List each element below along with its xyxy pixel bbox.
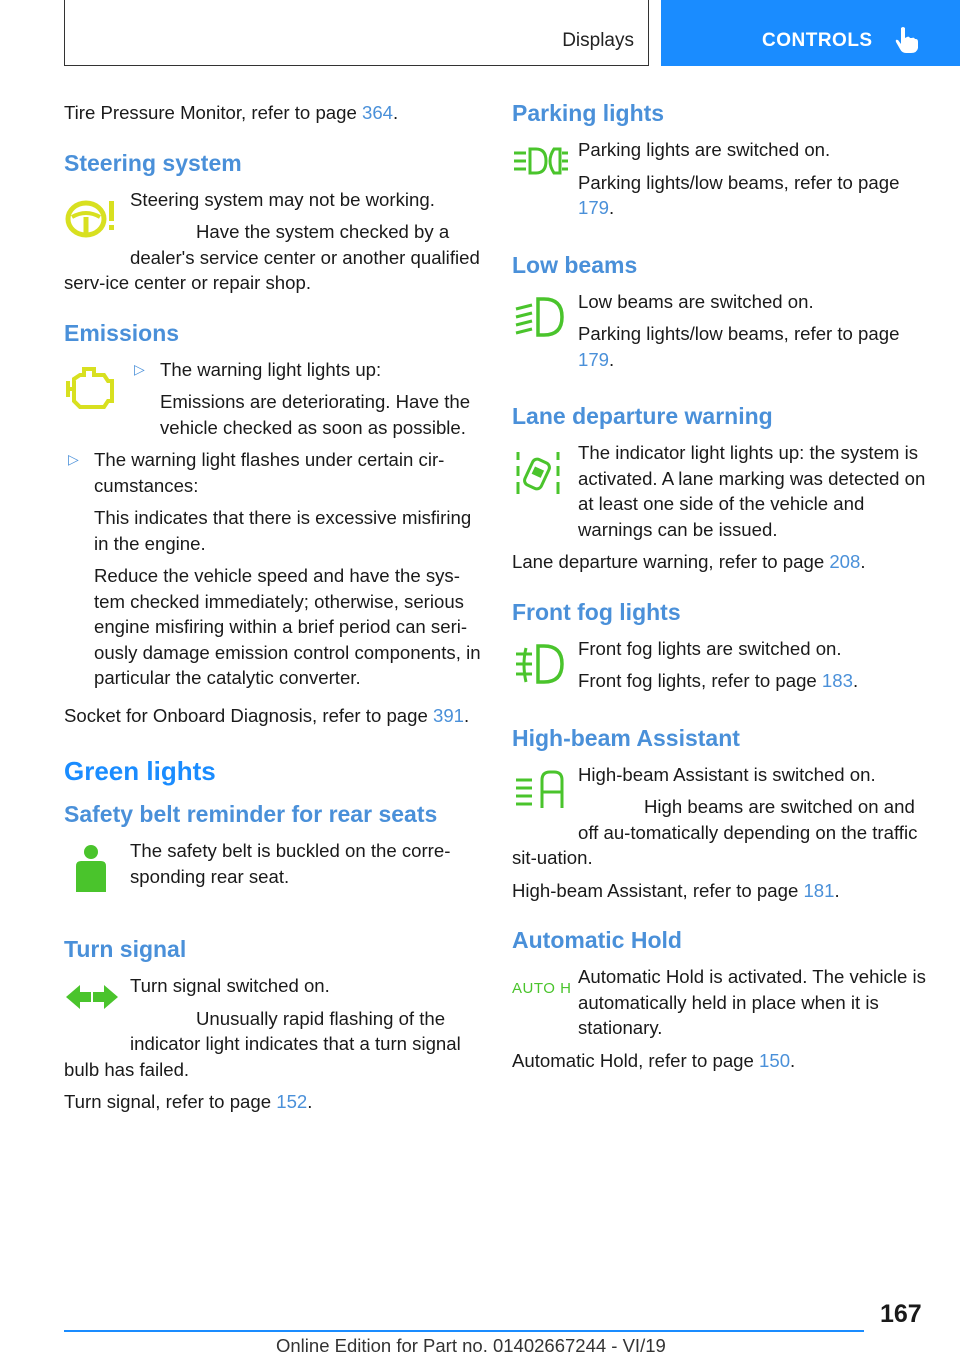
section-title: Low beams bbox=[512, 251, 638, 278]
automatic-hold-section: Automatic Hold AUTO H Automatic Hold is activated. The vehicle is automatically held in place when it is stationary. Automatic Hold, refer to page 150. bbox=[512, 927, 932, 1073]
tpm-reference: Tire Pressure Monitor, refer to page 364. bbox=[64, 102, 399, 123]
turn-text-2: Unusually rapid flashing of the indicator light indicates that a turn signal bulb has failed. bbox=[64, 1007, 461, 1080]
page-link[interactable]: 208 bbox=[829, 551, 861, 572]
list-item: ▷ The warning light flashes under certain cir-cumstances: This indicates that there is excessive misfiring in the engine. Reduce the vehicle speed and have the sys-tem checked immediately; otherwise, serious engine misfiring within a brief period can seri-ously damage emission control components, in particular the catalytic converter. bbox=[64, 447, 482, 691]
page-link[interactable]: 181 bbox=[803, 879, 835, 901]
right-column bbox=[512, 100, 932, 1080]
header-section-tab bbox=[64, 0, 649, 66]
steering-warning-icon bbox=[64, 191, 130, 251]
front-fog-section: Front fog lights Front fog lights are switched on. Front fog lights, refer to page 183. bbox=[512, 599, 932, 701]
section-title: High-beam Assistant bbox=[512, 724, 740, 751]
footer-edition: Online Edition for Part no. 01402667244 - VI/19 bbox=[276, 1335, 666, 1356]
page-link[interactable]: 152 bbox=[276, 1091, 308, 1112]
parking-lights-section: Parking lights Parking lights are switched on. Parking lights/low beams, refer to page 179. bbox=[512, 100, 932, 228]
pointing-hand-icon bbox=[895, 26, 919, 54]
engine-warning-icon bbox=[64, 361, 130, 421]
high-beam-assistant-icon bbox=[512, 766, 578, 826]
page-number: 167 bbox=[880, 1300, 922, 1328]
low-beam-icon bbox=[512, 293, 578, 353]
high-beam-assistant-section: High-beam Assistant High-beam Assistant is switched on. High beams are switched on and off au-tomatically depending on the traffic sit-uation. High-beam Assistant, refer to page 181. bbox=[512, 725, 932, 904]
steering-section bbox=[64, 150, 482, 296]
section-title: Steering system bbox=[64, 149, 242, 176]
emissions-section bbox=[64, 320, 482, 729]
section-title: Emissions bbox=[64, 319, 180, 346]
turn-signal-section bbox=[64, 936, 482, 1115]
lane-departure-icon bbox=[512, 444, 578, 504]
left-column bbox=[64, 100, 482, 1122]
chapter-title: Green lights bbox=[64, 756, 216, 786]
auto-hold-icon: AUTO H bbox=[512, 980, 572, 997]
page-link[interactable]: 183 bbox=[821, 670, 853, 691]
seatbelt-person-icon bbox=[64, 842, 130, 902]
header-section-label: Displays bbox=[562, 30, 634, 51]
page-link[interactable]: 179 bbox=[578, 197, 610, 218]
section-title: Safety belt reminder for rear seats bbox=[64, 801, 438, 827]
page-link[interactable]: 179 bbox=[578, 348, 610, 370]
footer-divider bbox=[64, 1330, 864, 1332]
section-title: Automatic Hold bbox=[512, 927, 682, 953]
section-title: Turn signal bbox=[64, 936, 187, 962]
page-link[interactable]: 150 bbox=[759, 1049, 791, 1071]
turn-text-1: Turn signal switched on. bbox=[130, 975, 330, 996]
header-chapter-label: CONTROLS bbox=[762, 30, 873, 51]
section-title: Front fog lights bbox=[512, 598, 681, 625]
belt-text: The safety belt is buckled on the corre-sponding rear seat. bbox=[130, 840, 451, 887]
steering-text-1: Steering system may not be working. bbox=[130, 188, 435, 210]
section-title: Parking lights bbox=[512, 100, 665, 126]
turn-signal-arrows-icon bbox=[64, 977, 130, 1037]
lane-departure-section: Lane departure warning The indicator light lights up: the system is activated. A lane marking was detected on at least one side of the vehicle and warnings can be issued. Lane departure warning, refer to page 208. bbox=[512, 403, 932, 575]
obd-reference: Socket for Onboard Diagnosis, refer to page 391. bbox=[64, 704, 470, 726]
page-link[interactable]: 391 bbox=[432, 704, 465, 726]
turn-reference: Turn signal, refer to page 152. bbox=[64, 1091, 313, 1112]
low-beams-section: Low beams Low beams are switched on. Parking lights/low beams, refer to page 179. bbox=[512, 252, 932, 380]
header-chapter-tab[interactable] bbox=[661, 0, 960, 66]
parking-lights-icon bbox=[512, 141, 578, 201]
front-fog-icon bbox=[512, 640, 578, 700]
page-link[interactable]: 364 bbox=[361, 102, 394, 123]
green-lights-section bbox=[64, 756, 482, 902]
list-item: ▷ The warning light lights up: Emissions are deteriorating. Have the vehicle checked as soon as possible. bbox=[130, 357, 482, 441]
section-title: Lane departure warning bbox=[512, 403, 773, 429]
steering-text-2: Have the system checked by a dealer's service center or another qualified serv-ice center or repair shop. bbox=[64, 221, 480, 293]
